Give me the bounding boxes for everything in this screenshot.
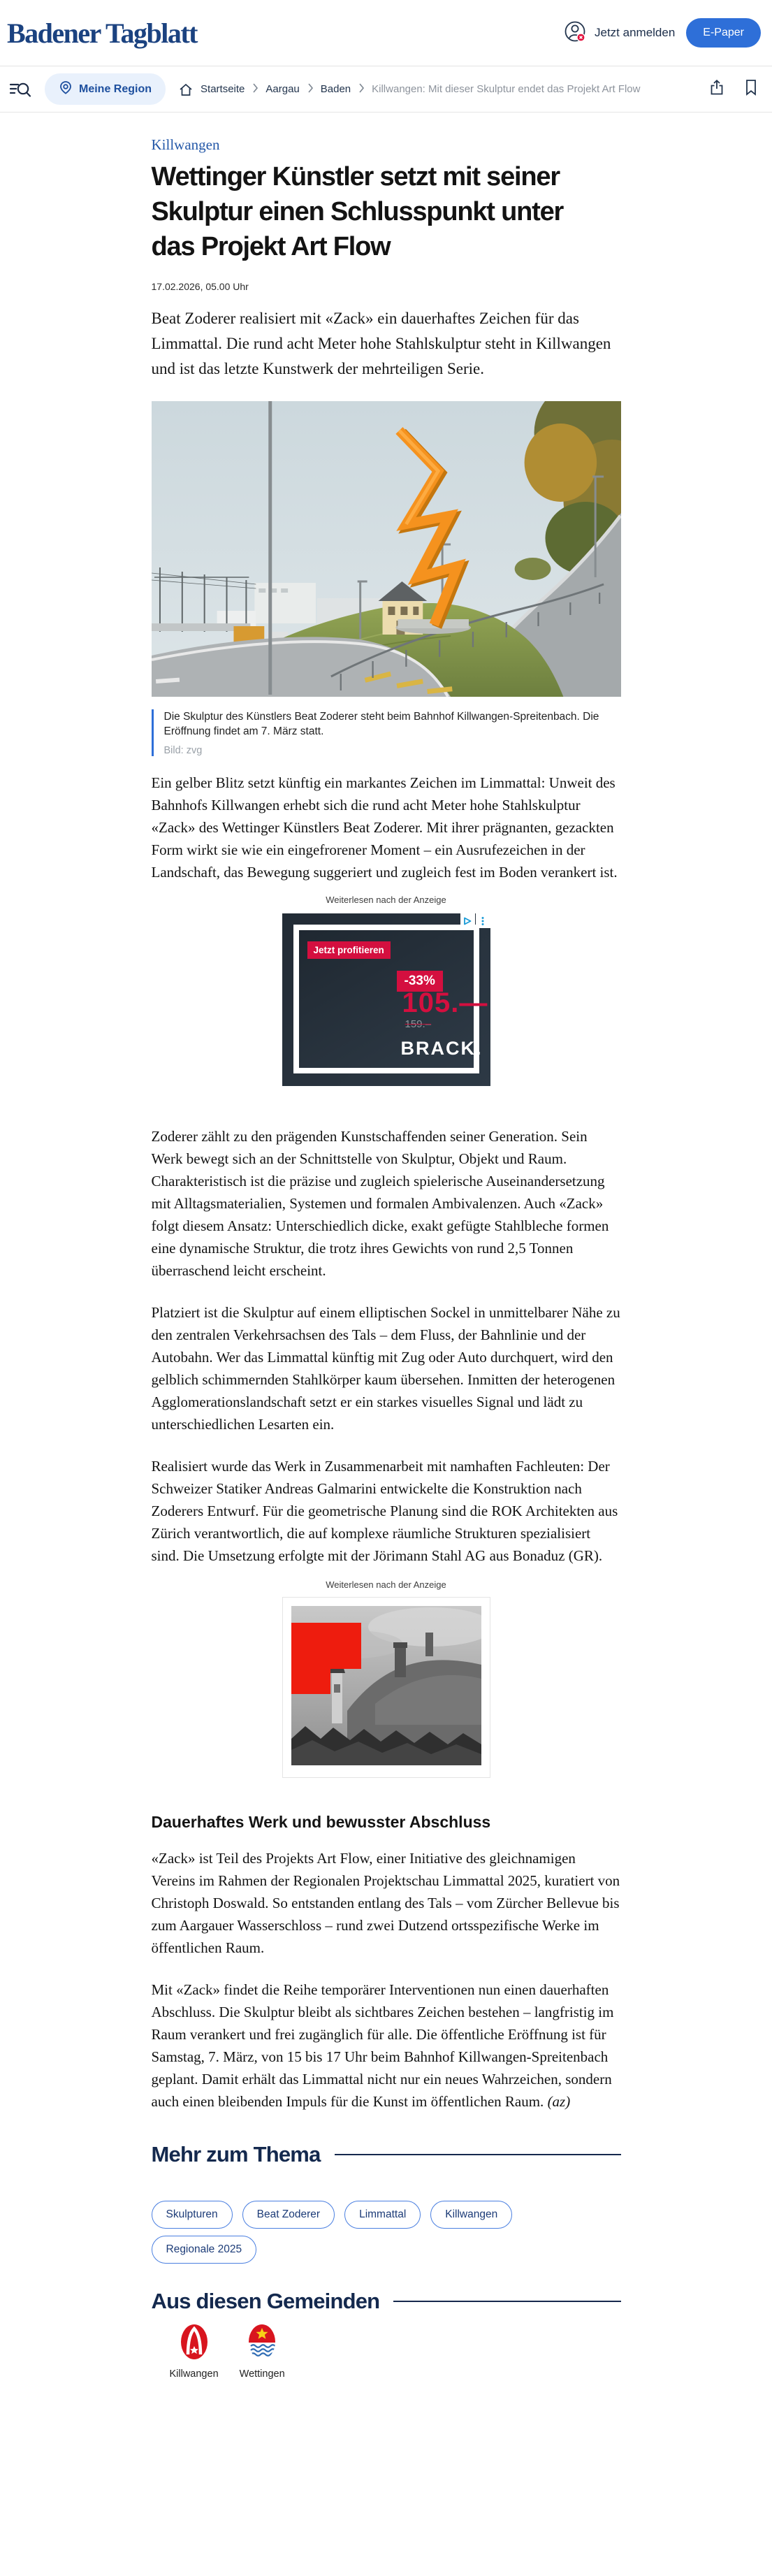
site-header <box>0 0 772 66</box>
brack-ad[interactable] <box>282 913 490 1086</box>
headline-line-1: Wettinger Künstler setzt mit seiner <box>151 162 560 191</box>
ad-options-icon[interactable] <box>476 913 490 928</box>
login-button[interactable] <box>562 19 675 48</box>
login-label: Jetzt anmelden <box>595 26 676 39</box>
tag-regionale-2025[interactable]: Regionale 2025 <box>152 2236 257 2264</box>
article-headline <box>152 159 621 264</box>
header-actions <box>562 18 761 48</box>
more-section-header <box>152 2142 621 2167</box>
gemeinde-label: Killwangen <box>169 2368 219 2380</box>
gemeinden-badges <box>152 2324 621 2380</box>
gemeinden-section-title: Aus diesen Gemeinden <box>151 2289 380 2313</box>
ad-note-2: Weiterlesen nach der Anzeige <box>326 1579 446 1590</box>
breadcrumb-aargau[interactable]: Aargau <box>265 83 300 95</box>
ad-note-1: Weiterlesen nach der Anzeige <box>326 895 446 905</box>
breadcrumb <box>178 82 695 97</box>
location-pin-icon <box>59 80 73 98</box>
gemeinden-section-header <box>152 2289 621 2314</box>
paragraph-6 <box>152 1978 621 2113</box>
breadcrumb-startseite[interactable]: Startseite <box>201 83 245 95</box>
tag-limmattal[interactable]: Limmattal <box>344 2201 421 2229</box>
breadcrumb-baden[interactable]: Baden <box>320 83 351 95</box>
section-rule <box>335 2154 621 2155</box>
bookmark-icon[interactable] <box>743 78 759 100</box>
tag-beat-zoderer[interactable]: Beat Zoderer <box>242 2201 335 2229</box>
epaper-button[interactable]: E-Paper <box>686 18 761 48</box>
article-lead: Beat Zoderer realisiert mit «Zack» ein dauerhaftes Zeichen für das Limmattal. Die rund acht Meter hohe Stahlskulptur steht in Killwangen und ist das letzte Kunstwerk der mehrteiligen Serie. <box>151 310 611 377</box>
brack-ad-badge: Jetzt profitieren <box>307 941 391 959</box>
menu-search-icon[interactable] <box>8 79 32 100</box>
display-ad[interactable] <box>282 1597 490 1778</box>
hero-image <box>152 401 621 697</box>
paragraph-3: Platziert ist die Skulptur auf einem elliptischen Sockel in unmittelbarer Nähe zu den zentralen Verkehrsachsen des Tals – dem Fluss, der Bahnlinie und der Autobahn. Wer das Limmattal künftig mit Zug oder Auto durchquert, wird den gelblich schimmernden Stahlkörper kaum übersehen. Inmitten der heterogenen Agglomerationslandschaft setzt er ein starkes visuelles Signal und lädt zu unterschiedlichen Lesarten ein. <box>151 1304 620 1433</box>
paragraph-2: Zoderer zählt zu den prägenden Kunstschaffenden seiner Generation. Sein Werk bewegt sich an der Schnittstelle von Skulptur, Objekt und Raum. Charakteristisch ist die präzise und zugleich spielerische Auseinandersetzung mit Alltagsmaterialien, Systemen und formalen Ambivalenzen. Auch «Zack» folgt diesem Ansatz: Unterschiedlich dicke, exakt gefügte Stahlbleche formen eine dynamische Struktur, die trotz ihres Gewichts von rund 2,5 Tonnen überraschend leicht erscheint. <box>151 1128 609 1279</box>
display-ad-image <box>291 1606 481 1765</box>
tag-killwangen[interactable]: Killwangen <box>430 2201 512 2229</box>
article-kicker: Killwangen <box>151 136 220 153</box>
paragraph-1: Ein gelber Blitz setzt künftig ein markantes Zeichen im Limmattal: Unweit des Bahnhofs Killwangen erhebt sich die rund acht Meter hohe Stahlskulptur «Zack» des Wettinger Künstlers Beat Zoderer. Mit ihrer prägnanten, gezackten Form wirkt sie wie ein eingefrorener Moment – ein Ausrufezeichen in der Landschaft, das Bewegung suggeriert und zugleich fest im Boden verankert ist. <box>151 774 618 881</box>
chevron-right-icon <box>358 82 365 96</box>
paragraph-4: Realisiert wurde das Werk in Zusammenarbeit mit namhaften Fachleuten: Der Schweizer Statiker Andreas Galmarini entwickelte die Konstruktion nach Zoderers Entwurf. Für die geometrische Planung sind die ROK Architekten aus Zürich verantwortlich, die auf komplexe räumliche Strukturen spezialisiert sind. Die Umsetzung erfolgte mit der Jörimann Stahl AG aus Bonaduz (GR). <box>151 1458 618 1564</box>
brack-ad-discount: -33% <box>397 971 443 992</box>
paragraph-5: «Zack» ist Teil des Projekts Art Flow, einer Initiative des gleichnamigen Vereins im Rahmen der Regionalen Projektschau Limmattal 2025, kuratiert von Christoph Doswald. So entstanden entlang des Tals – vom Zürcher Bellevue bis zum Aargauer Wasserschloss – rund zwei Dutzend ortsspezifische Werke im öffentlichen Raum. <box>151 1850 620 1956</box>
brack-ad-old-price: 159.– <box>405 1018 432 1030</box>
breadcrumb-current: Killwangen: Mit dieser Skulptur endet das Projekt Art Flow <box>372 83 641 95</box>
brack-ad-brand: BRACK. <box>400 1038 483 1059</box>
brack-ad-price: 105.— <box>402 987 488 1018</box>
gemeinde-label: Wettingen <box>239 2368 285 2380</box>
killwangen-coat-of-arms-icon <box>180 2324 208 2363</box>
secondary-navbar <box>0 66 772 113</box>
topic-tags <box>152 2201 557 2264</box>
image-caption: Die Skulptur des Künstlers Beat Zoderer steht beim Bahnhof Killwangen-Spreitenbach. Die Eröffnung findet am 7. März statt. <box>163 711 599 737</box>
adchoices-bar <box>460 913 490 928</box>
site-logo[interactable]: Badener Tagblatt <box>7 17 197 49</box>
section-rule <box>393 2301 620 2302</box>
article <box>152 136 621 2380</box>
meine-region-button[interactable] <box>45 73 166 105</box>
gemeinde-killwangen[interactable] <box>170 2324 219 2380</box>
chevron-right-icon <box>307 82 314 96</box>
headline-line-3: das Projekt Art Flow <box>151 232 391 261</box>
account-icon <box>562 19 588 48</box>
share-icon[interactable] <box>708 78 726 100</box>
chevron-right-icon <box>252 82 258 96</box>
image-caption-block <box>152 709 621 756</box>
meine-region-label: Meine Region <box>79 82 152 95</box>
author-sign: (az) <box>547 2093 571 2110</box>
headline-line-2: Skulptur einen Schlusspunkt unter <box>151 197 564 226</box>
home-icon[interactable] <box>178 82 194 97</box>
hero-figure <box>152 401 621 756</box>
image-credit: Bild: zvg <box>163 745 203 756</box>
article-actions <box>708 78 759 100</box>
adchoices-icon[interactable] <box>460 913 475 928</box>
gemeinde-wettingen[interactable] <box>240 2324 285 2380</box>
article-subheading: Dauerhaftes Werk und bewusster Abschluss <box>151 1813 491 1831</box>
paragraph-6-text: Mit «Zack» findet die Reihe temporärer Interventionen nun einen dauerhaften Abschluss. Die Skulptur bleibt als sichtbares Zeichen bestehen – langfristig im Raum verankert und frei zugänglich für alle. Die öffentliche Eröffnung ist für Samstag, 7. März, von 15 bis 17 Uhr beim Bahnhof Killwangen-Spreitenbach geplant. Damit erhält das Limmattal nicht nur ein neues Wahrzeichen, sondern auch einen bleibenden Impuls für die Kunst im öffentlichen Raum. <box>151 1981 614 2110</box>
wettingen-coat-of-arms-icon <box>248 2324 276 2363</box>
tag-skulpturen[interactable]: Skulpturen <box>152 2201 233 2229</box>
more-section-title: Mehr zum Thema <box>151 2142 321 2166</box>
publish-date: 17.02.2026, 05.00 Uhr <box>151 281 249 292</box>
